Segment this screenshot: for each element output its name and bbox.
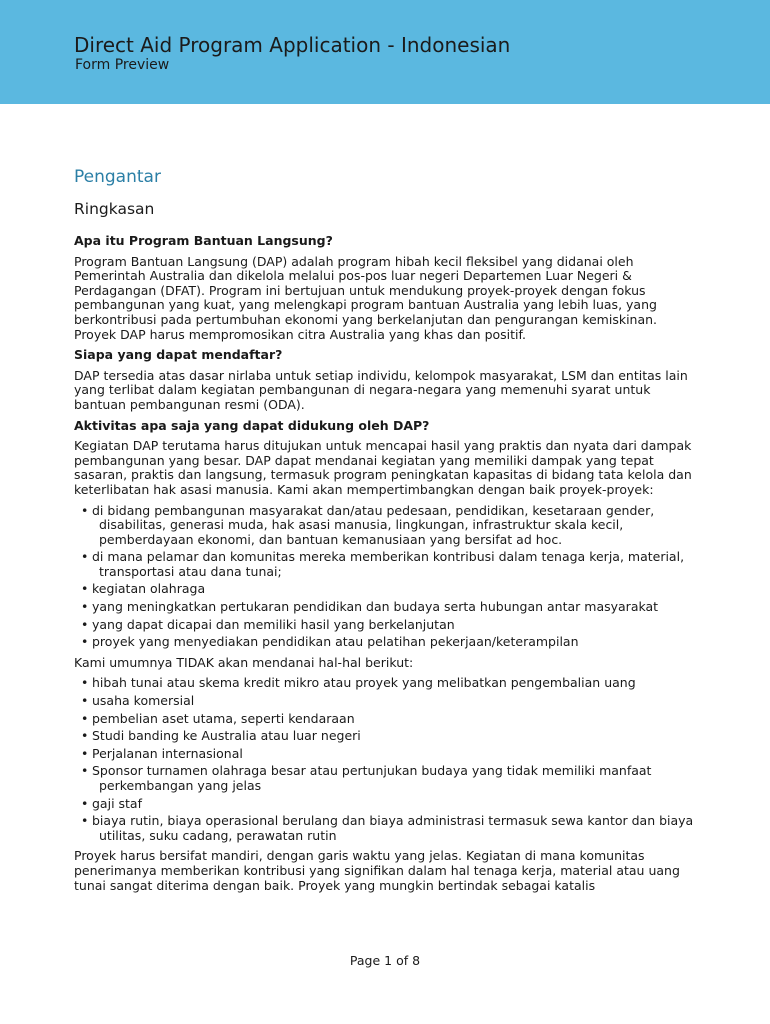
supported-activities-list — [74, 504, 694, 650]
list-item: • proyek yang menyediakan pendidikan atau pelatihan pekerjaan/keterampilan — [74, 635, 694, 650]
list-item: • Perjalanan internasional — [74, 747, 694, 762]
list-item: • di mana pelamar dan komunitas mereka memberikan kontribusi dalam tenaga kerja, material, transportasi atau dana tunai; — [74, 550, 694, 579]
list-item: • biaya rutin, biaya operasional berulang dan biaya administrasi termasuk sewa kantor dan biaya utilitas, suku cadang, perawatan rutin — [74, 814, 694, 843]
list-item: • yang meningkatkan pertukaran pendidikan dan budaya serta hubungan antar masyarakat — [74, 600, 694, 615]
paragraph: DAP tersedia atas dasar nirlaba untuk setiap individu, kelompok masyarakat, LSM dan entitas lain yang terlibat dalam kegiatan pembangunan di negara-negara yang memenuhi syarat untuk bantuan pembangunan resmi (ODA). — [74, 367, 688, 412]
paragraph: Proyek harus bersifat mandiri, dengan garis waktu yang jelas. Kegiatan di mana komunitas penerimanya memberikan kontribusi yang signifikan dalam hal tenaga kerja, material atau uang tunai sangat diterima dengan baik. Proyek yang mungkin bertindak sebagai katalis — [74, 848, 680, 893]
question-heading: Apa itu Program Bantuan Langsung? — [74, 233, 333, 248]
excluded-activities-list — [74, 676, 694, 843]
paragraph: Program Bantuan Langsung (DAP) adalah program hibah kecil fleksibel yang didanai oleh Pemerintah Australia dan dikelola melalui pos-pos luar negeri Departemen Luar Negeri & Perdagangan (DFAT). Program ini bertujuan untuk mendukung proyek-proyek dengan fokus pembangunan yang kuat, yang melengkapi program bantuan Australia yang lebih luas, yang berkontribusi pada pertumbuhan ekonomi yang berkelanjutan dan pengurangan kemiskinan. Proyek DAP harus mempromosikan citra Australia yang khas dan positif. — [74, 253, 658, 342]
paragraph: Kegiatan DAP terutama harus ditujukan untuk mencapai hasil yang praktis dan nyata dari dampak pembangunan yang besar. DAP dapat mendanai kegiatan yang memiliki dampak yang tepat sasaran, praktis dan langsung, termasuk program peningkatan kapasitas di bidang tata kelola dan keterlibatan hak asasi manusia. Kami akan mempertimbangkan dengan baik proyek-proyek: — [74, 438, 692, 497]
paragraph: Kami umumnya TIDAK akan mendanai hal-hal berikut: — [74, 654, 414, 670]
list-item: • kegiatan olahraga — [74, 582, 694, 597]
list-item: • Studi banding ke Australia atau luar negeri — [74, 729, 694, 744]
page-number: Page 1 of 8 — [349, 953, 421, 968]
section-subtitle: Ringkasan — [74, 200, 155, 218]
list-item: • di bidang pembangunan masyarakat dan/atau pedesaan, pendidikan, kesetaraan gender, disabilitas, generasi muda, hak asasi manusia, lingkungan, infrastruktur skala kecil, pemberdayaan ekonomi, dan bantuan kemanusiaan yang bersifat ad hoc. — [74, 504, 694, 548]
page-title: Direct Aid Program Application - Indonesian — [74, 33, 511, 57]
list-item: • hibah tunai atau skema kredit mikro atau proyek yang melibatkan pengembalian uang — [74, 676, 694, 691]
page-subtitle: Form Preview — [75, 57, 170, 73]
question-heading: Aktivitas apa saja yang dapat didukung oleh DAP? — [74, 417, 430, 433]
list-item: • Sponsor turnamen olahraga besar atau pertunjukan budaya yang tidak memiliki manfaat perkembangan yang jelas — [74, 764, 694, 793]
list-item: • usaha komersial — [74, 694, 694, 709]
document-body — [74, 167, 694, 899]
section-title: Pengantar — [74, 167, 161, 187]
list-item: • pembelian aset utama, seperti kendaraan — [74, 712, 694, 727]
list-item: • gaji staf — [74, 797, 694, 812]
page-header — [0, 0, 770, 104]
list-item: • yang dapat dicapai dan memiliki hasil yang berkelanjutan — [74, 618, 694, 633]
question-heading: Siapa yang dapat mendaftar? — [74, 347, 283, 363]
